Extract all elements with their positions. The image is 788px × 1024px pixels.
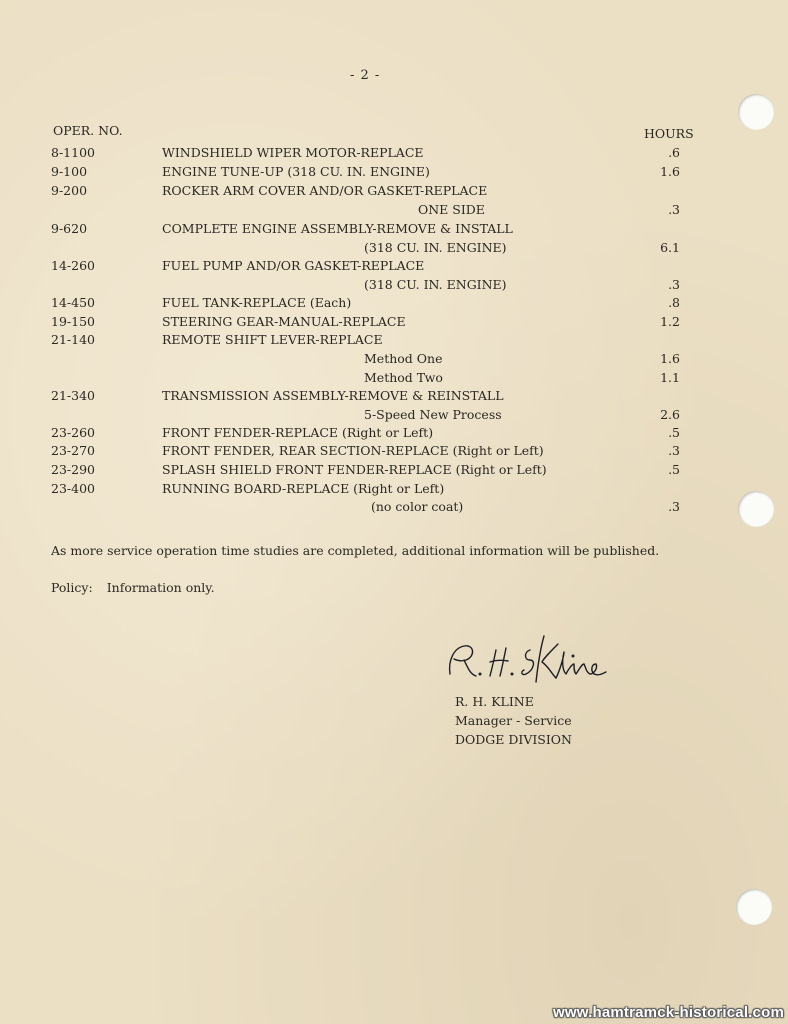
footnote-text: As more service operation time studies are completed, additional information will be published. <box>51 543 660 558</box>
table-row <box>0 200 788 219</box>
hours-cell: 1.2 <box>660 314 680 329</box>
table-row <box>0 368 788 387</box>
table-row <box>0 256 788 275</box>
handwritten-signature <box>440 630 610 690</box>
page-number: - 2 - <box>350 68 381 83</box>
operation-subline: Method Two <box>364 370 443 385</box>
operation-description: WINDSHIELD WIPER MOTOR-REPLACE <box>162 145 424 160</box>
hours-cell: .6 <box>668 145 680 160</box>
hours-cell: 1.6 <box>660 351 680 366</box>
table-row <box>0 162 788 181</box>
table-row <box>0 181 788 200</box>
table-row <box>0 330 788 349</box>
hours-cell: .3 <box>668 499 680 514</box>
table-row <box>0 460 788 479</box>
operation-description: FRONT FENDER, REAR SECTION-REPLACE (Right or Left) <box>162 443 544 458</box>
operation-description: FUEL PUMP AND/OR GASKET-REPLACE <box>162 258 425 273</box>
operation-description: SPLASH SHIELD FRONT FENDER-REPLACE (Right or Left) <box>162 462 547 477</box>
operation-description: FUEL TANK-REPLACE (Each) <box>162 295 352 310</box>
operation-description: RUNNING BOARD-REPLACE (Right or Left) <box>162 481 445 496</box>
table-row <box>0 405 788 424</box>
signer-name: R. H. KLINE <box>455 694 534 709</box>
binder-hole <box>738 94 774 130</box>
oper-no-cell: 9-620 <box>51 221 88 236</box>
table-row <box>0 143 788 162</box>
operation-subline: (318 CU. IN. ENGINE) <box>364 277 507 292</box>
hours-cell: .3 <box>668 202 680 217</box>
oper-no-cell: 21-340 <box>51 388 95 403</box>
hours-cell: 1.6 <box>660 164 680 179</box>
hours-cell: 1.1 <box>660 370 680 385</box>
operation-subline: 5-Speed New Process <box>364 407 502 422</box>
hours-cell: 6.1 <box>660 240 680 255</box>
table-row <box>0 293 788 312</box>
operation-description: COMPLETE ENGINE ASSEMBLY-REMOVE & INSTALL <box>162 221 513 236</box>
policy-text: Information only. <box>106 580 215 595</box>
table-row <box>0 441 788 460</box>
table-row <box>0 238 788 257</box>
oper-no-cell: 23-400 <box>51 481 95 496</box>
operation-subline: (no color coat) <box>371 499 464 514</box>
operation-subline: Method One <box>364 351 443 366</box>
table-row <box>0 312 788 331</box>
oper-no-cell: 23-270 <box>51 443 95 458</box>
operation-subline: ONE SIDE <box>418 202 485 217</box>
hours-cell: .5 <box>668 462 680 477</box>
operation-description: STEERING GEAR-MANUAL-REPLACE <box>162 314 406 329</box>
hours-cell: .5 <box>668 425 680 440</box>
hours-cell: 2.6 <box>660 407 680 422</box>
table-row <box>0 275 788 294</box>
table-row <box>0 219 788 238</box>
oper-no-cell: 9-100 <box>51 164 88 179</box>
oper-no-cell: 19-150 <box>51 314 95 329</box>
oper-no-cell: 23-260 <box>51 425 95 440</box>
hours-cell: .3 <box>668 277 680 292</box>
hours-cell: .3 <box>668 443 680 458</box>
hours-cell: .8 <box>668 295 680 310</box>
policy-line <box>51 580 215 595</box>
table-row <box>0 386 788 405</box>
signer-title: Manager - Service <box>455 713 572 728</box>
oper-no-cell: 9-200 <box>51 183 88 198</box>
table-row <box>0 349 788 368</box>
table-row <box>0 497 788 516</box>
operation-description: ROCKER ARM COVER AND/OR GASKET-REPLACE <box>162 183 488 198</box>
oper-no-cell: 23-290 <box>51 462 95 477</box>
oper-no-cell: 14-450 <box>51 295 95 310</box>
source-watermark: www.hamtramck-historical.com <box>553 1004 784 1021</box>
oper-no-cell: 8-1100 <box>51 145 95 160</box>
operation-description: ENGINE TUNE-UP (318 CU. IN. ENGINE) <box>162 164 430 179</box>
policy-label: Policy: <box>51 580 93 595</box>
table-row <box>0 423 788 442</box>
operation-subline: (318 CU. IN. ENGINE) <box>364 240 507 255</box>
oper-no-header: OPER. NO. <box>53 123 123 138</box>
oper-no-cell: 21-140 <box>51 332 95 347</box>
signer-division: DODGE DIVISION <box>455 732 572 747</box>
hours-header: HOURS <box>644 126 694 141</box>
operation-description: REMOTE SHIFT LEVER-REPLACE <box>162 332 383 347</box>
table-row <box>0 479 788 498</box>
operation-description: TRANSMISSION ASSEMBLY-REMOVE & REINSTALL <box>162 388 504 403</box>
operation-description: FRONT FENDER-REPLACE (Right or Left) <box>162 425 434 440</box>
oper-no-cell: 14-260 <box>51 258 95 273</box>
binder-hole <box>736 889 772 925</box>
